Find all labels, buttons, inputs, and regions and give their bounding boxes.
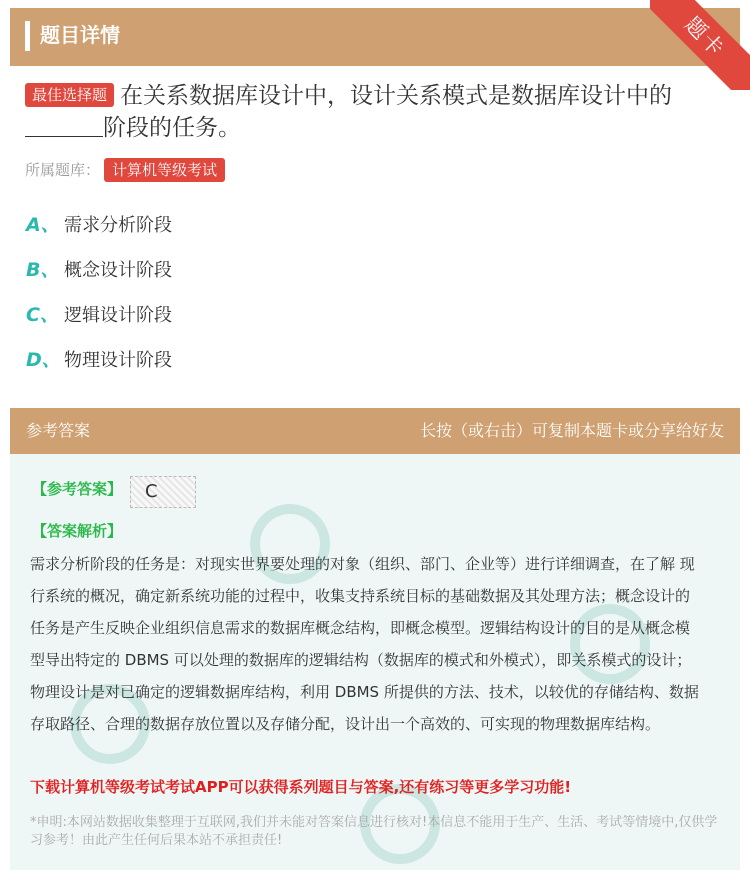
option-letter: A、 (26, 214, 60, 236)
share-hint: 长按（或右击）可复制本题卡或分享给好友 (419, 421, 724, 440)
question-type-badge: 最佳选择题 (25, 83, 114, 107)
disclaimer-text: *申明:本网站数据收集整理于互联网,我们并未能对答案信息进行核对!本信息不能用于生产、生活、考试等情境中,仅供学习参考！由此产生任何后果本站不承担责任! (30, 815, 718, 848)
app-promo-text[interactable]: 下载计算机等级考试考试APP可以获得系列题目与答案,还有练习等更多学习功能! (30, 778, 572, 796)
bank-tag[interactable]: 计算机等级考试 (104, 158, 225, 182)
reference-answer-value: C (130, 476, 196, 508)
option-letter: C、 (26, 304, 59, 326)
option-text: 概念设计阶段 (64, 260, 172, 281)
ribbon-label: 题卡 (650, 0, 750, 90)
question-text-before: 在关系数据库设计中，设计关系模式是数据库设计中的 (120, 83, 673, 109)
title-accent-bar (25, 21, 30, 51)
option-a[interactable] (26, 210, 172, 241)
question-bank (25, 158, 225, 182)
answer-header (10, 408, 740, 454)
option-letter: B、 (26, 259, 60, 281)
ribbon-corner (650, 0, 750, 90)
option-text: 逻辑设计阶段 (64, 305, 172, 326)
question-text-after: 阶段的任务。 (103, 115, 241, 141)
explanation-label: 【答案解析】 (32, 522, 123, 540)
option-d[interactable] (26, 345, 172, 376)
explanation-text: 需求分析阶段的任务是：对现实世界要处理的对象（组织、部门、企业等）进行详细调查，在了解 现行系统的概况，确定新系统功能的过程中，收集支持系统目标的基础数据及其处理方法；概念设计的任务是产生反映企业组织信息需求的数据库概念结构，即概念模型。逻辑结构设计的目的是从概念模型导出特定的 DBMS 可以处理的数据库的逻辑结构（数据库的模式和外模式），即关系模式的设计；物理设计是对已确定的逻辑数据库结构，利用 DBMS 所提供的方法、技术，以较优的存储结构、数据 存取路径、合理的数据存放位置以及存储分配，设计出一个高效的、可实现的物理数据库结构。 (30, 555, 699, 733)
answer-panel (10, 454, 740, 870)
option-b[interactable] (26, 255, 172, 286)
page-title: 题目详情 (40, 23, 120, 47)
option-text: 物理设计阶段 (64, 350, 172, 371)
bank-label: 所属题库： (25, 161, 101, 179)
answer-header-title: 参考答案 (26, 421, 91, 440)
question-blank (25, 114, 103, 137)
question-text (25, 80, 725, 144)
option-letter: D、 (26, 349, 61, 371)
reference-answer-label: 【参考答案】 (32, 480, 123, 498)
option-c[interactable] (26, 300, 172, 331)
title-bar (10, 8, 740, 66)
option-text: 需求分析阶段 (64, 215, 172, 236)
